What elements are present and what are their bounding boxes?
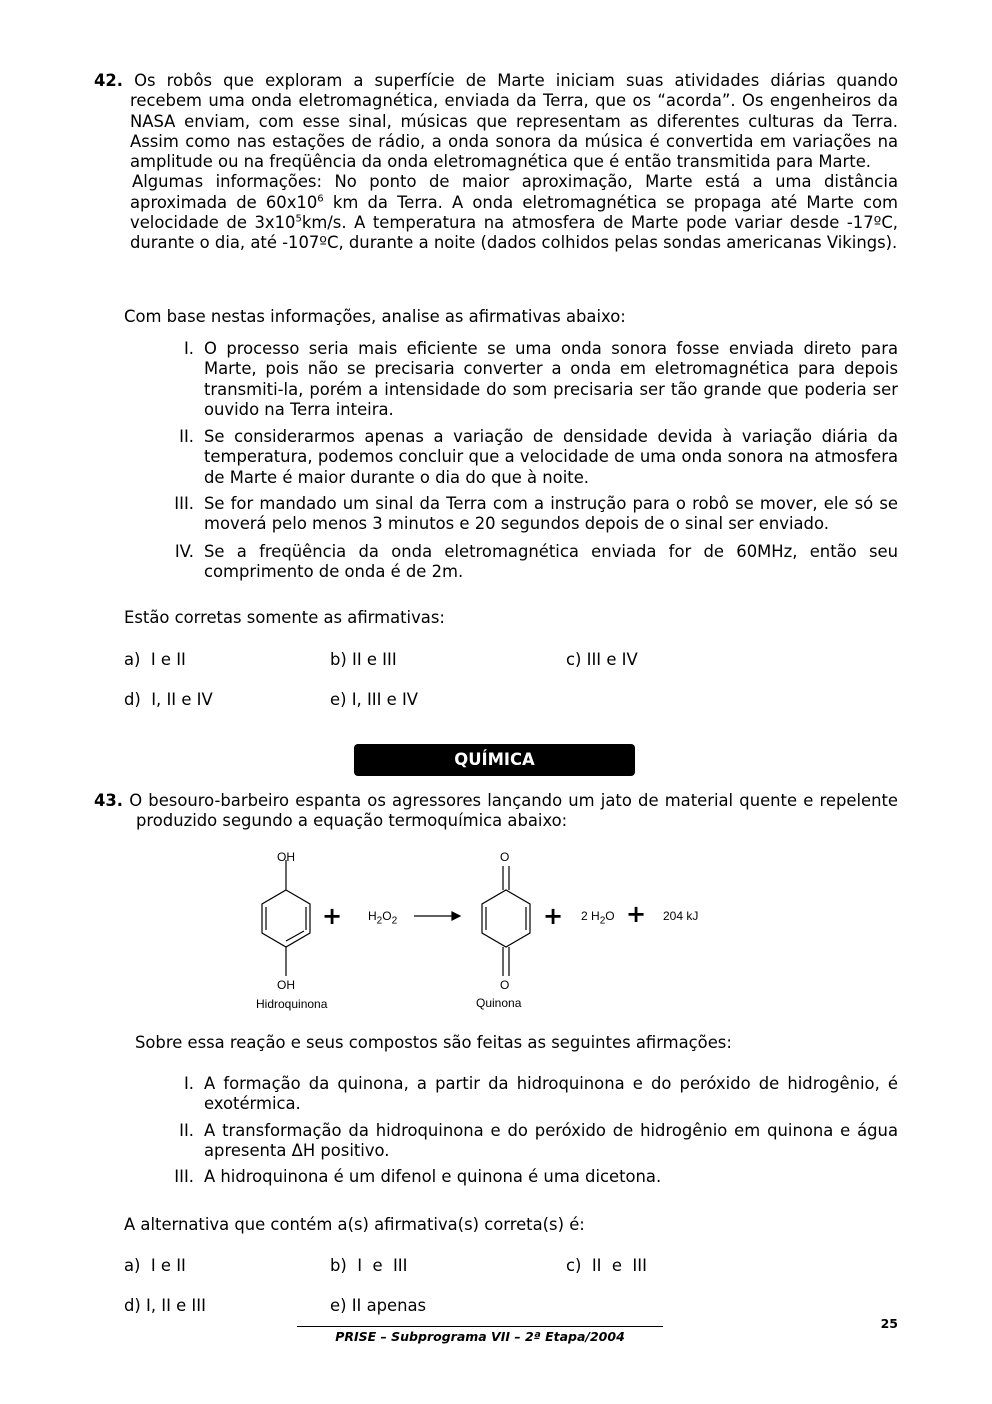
q42-text-1 — [94, 71, 898, 172]
reaction-structures — [240, 860, 720, 1000]
plus-sign-3: + — [626, 900, 647, 928]
q43-option-e[interactable]: e) II apenas — [330, 1296, 427, 1315]
plus-sign-1: + — [322, 902, 343, 930]
q42-statement-text: O processo seria mais eficiente se uma onda sonora fosse enviada direto para Marte, pois não se precisaria converter a onda em eletromagnética para depois transmiti-la, porém a intensidade do som precisaria ser tão grande que poderia ser ouvido na Terra inteira. — [204, 339, 898, 419]
q42-option-c[interactable]: c) III e IV — [566, 650, 638, 669]
q43-statement-numeral: I. — [183, 1074, 194, 1093]
quinone-o-bottom: O — [500, 978, 510, 992]
hydroquinone-label: Hidroquinona — [256, 997, 328, 1011]
q42-statement-text: Se for mandado um sinal da Terra com a instrução para o robô se mover, ele só se moverá pelo menos 3 minutos e 20 segundos depois de o sinal ser enviado. — [204, 494, 898, 534]
q42-statement-numeral: I. — [183, 339, 194, 358]
q43-intro: Sobre essa reação e seus compostos são feitas as seguintes afirmações: — [135, 1033, 732, 1052]
q43-paragraph — [94, 791, 898, 832]
q42-statement-numeral: IV. — [174, 542, 194, 561]
q42-text-2: Algumas informações: No ponto de maior aproximação, Marte está a uma distância aproximada de $60x10^6$ km da Terra. A onda eletromagnética se propaga até Marte com velocidade de $3x10^5km/s$. A temperatura na atmosfera de Marte pode variar desde -17ºC, durante o dia, até -107ºC, durante a noite (dados colhidos pelas sondas americanas Vikings). — [130, 172, 899, 253]
q42-statement-numeral: II. — [179, 427, 194, 446]
q42-statement-text: Se a freqüência da onda eletromagnética enviada for de 60MHz, então seu comprimento de onda é de 2m. — [204, 542, 898, 582]
plus-sign-2: + — [543, 902, 564, 930]
q43-number: 43. — [94, 791, 124, 810]
q42-option-d[interactable]: d) I, II e IV — [124, 690, 213, 709]
quinone-label: Quinona — [476, 996, 522, 1010]
q43-statement-numeral: II. — [179, 1121, 194, 1140]
q43-question: A alternativa que contém a(s) afirmativa(s) correta(s) é: — [124, 1215, 585, 1234]
q42-option-b[interactable]: b) II e III — [330, 650, 397, 669]
q43-statement-text: A hidroquinona é um difenol e quinona é uma dicetona. — [204, 1167, 662, 1186]
q42-option-a[interactable]: a) I e II — [124, 650, 186, 669]
q43-statement-text: A formação da quinona, a partir da hidroquinona e do peróxido de hidrogênio, é exotérmica. — [204, 1074, 898, 1114]
quinone-o-top: O — [500, 850, 510, 864]
footer-text: PRISE – Subprograma VII – 2ª Etapa/2004 — [335, 1329, 625, 1344]
q42-question: Estão corretas somente as afirmativas: — [124, 608, 445, 627]
q43-text-1 — [94, 791, 898, 832]
q42-paragraph — [94, 71, 899, 254]
page-number: 25 — [880, 1316, 898, 1331]
section-banner-quimica: QUÍMICA — [354, 744, 635, 776]
hydroquinone-oh-top: OH — [277, 850, 295, 864]
h2o2-formula: $H_2O_2$ — [368, 909, 398, 927]
q43-option-b[interactable]: b) I e III — [330, 1256, 408, 1275]
quinone-ring — [482, 866, 530, 976]
q42-statement-numeral: III. — [174, 494, 194, 513]
q42-option-e[interactable]: e) I, III e IV — [330, 690, 418, 709]
water-formula: 2 $H_2O$ — [581, 909, 615, 927]
q42-number: 42. — [94, 71, 124, 90]
hydroquinone-oh-bottom: OH — [277, 978, 295, 992]
q43-statement-numeral: III. — [174, 1167, 194, 1186]
footer-divider — [297, 1326, 663, 1327]
q43-option-c[interactable]: c) II e III — [566, 1256, 647, 1275]
q43-p1: O besouro-barbeiro espanta os agressores lançando um jato de material quente e repelente produzido segundo a equação termoquímica abaixo: — [129, 791, 898, 831]
reaction-arrow — [414, 912, 460, 920]
q42-p1: Os robôs que exploram a superfície de Marte iniciam suas atividades diárias quando recebem uma onda eletromagnética, enviada da Terra, que os “acorda”. Os engenheiros da NASA enviam, com esse sinal, músicas que representam as diferentes culturas da Terra. Assim como nas estações de rádio, a onda sonora da música é convertida em variações na amplitude ou na freqüência da onda eletromagnética que é então transmitida para Marte. — [130, 71, 898, 172]
energy-value: 204 kJ — [663, 909, 699, 923]
q43-statement-text: A transformação da hidroquinona e do peróxido de hidrogênio em quinona e água apresenta ΔH positivo. — [204, 1121, 898, 1161]
q42-intro: Com base nestas informações, analise as afirmativas abaixo: — [124, 307, 626, 326]
hydroquinone-ring — [262, 860, 310, 976]
q43-option-a[interactable]: a) I e II — [124, 1256, 186, 1275]
q43-option-d[interactable]: d) I, II e III — [124, 1296, 206, 1315]
q42-statement-text: Se considerarmos apenas a variação de densidade devida à variação diária da temperatura, podemos concluir que a velocidade de uma onda sonora na atmosfera de Marte é maior durante o dia do que à noite. — [204, 427, 898, 487]
